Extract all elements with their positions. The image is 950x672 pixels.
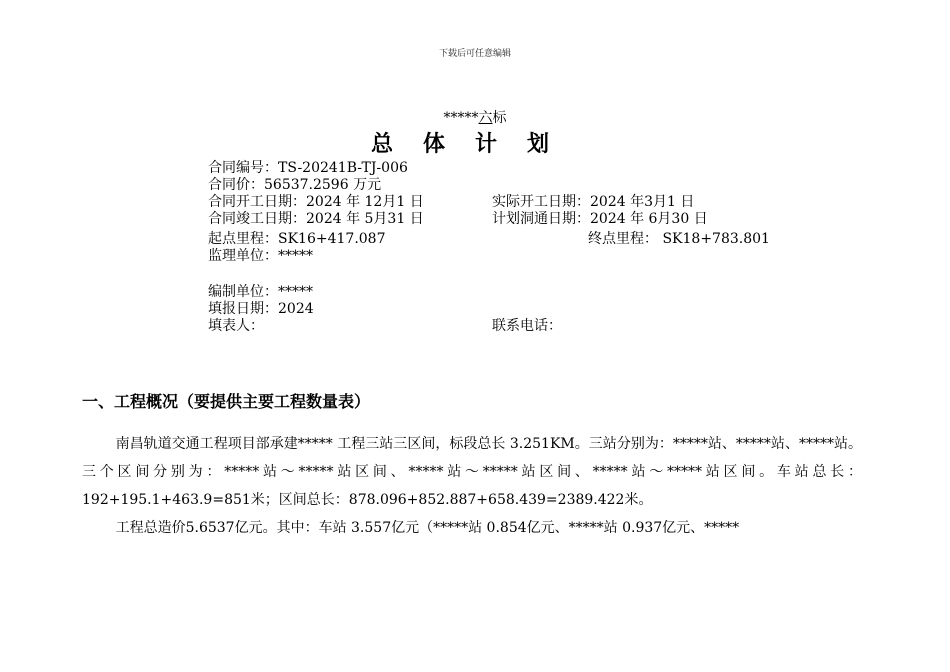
contract-end-date: 合同竣工日期：2024 年 5月31 日 bbox=[208, 211, 424, 227]
contract-start-date: 合同开工日期：2024 年 12月1 日 bbox=[208, 194, 424, 210]
report-date: 填报日期：2024 bbox=[208, 301, 314, 317]
filler: 填表人： bbox=[208, 318, 264, 334]
start-mileage: 起点里程：SK16+417.087 bbox=[208, 231, 386, 247]
contract-price: 合同价：56537.2596 万元 bbox=[208, 177, 382, 193]
section-suffix: 标 bbox=[492, 110, 507, 126]
compiler-unit: 编制单位：***** bbox=[208, 284, 313, 300]
document-title: 总体计划 bbox=[370, 132, 579, 157]
actual-start-date: 实际开工日期：2024 年3月1 日 bbox=[492, 194, 695, 210]
overview-paragraph-2: 工程总造价5.6537亿元。其中：车站 3.557亿元（*****站 0.854亿元、*****站 0.937亿元、***** bbox=[115, 520, 740, 536]
section-prefix: ***** bbox=[443, 110, 479, 126]
contact-phone: 联系电话： bbox=[492, 318, 562, 334]
end-mileage: 终点里程： SK18+783.801 bbox=[588, 231, 770, 247]
page-header-note: 下载后可任意编辑 bbox=[438, 49, 511, 59]
section-mark bbox=[0, 107, 950, 127]
overview-paragraph bbox=[82, 430, 862, 542]
planned-tunnel-date: 计划洞通日期：2024 年 6月30 日 bbox=[492, 211, 708, 227]
section-number: 六 bbox=[478, 110, 493, 126]
contract-number: 合同编号：TS-20241B-TJ-006 bbox=[208, 160, 408, 176]
supervisor-unit: 监理单位：***** bbox=[208, 248, 313, 264]
section-heading: 一、工程概况（要提供主要工程数量表） bbox=[82, 392, 371, 411]
overview-paragraph-1: 南昌轨道交通工程项目部承建***** 工程三站三区间，标段总长 3.251KM。三站分别为：*****站、*****站、*****站。三个区间分别为：*****站～*****站区间、*****站～*****站区间、*****站～*****站区间。车站总长：192+195.1+463.9=851米；区间总长：878.096+852.887+658.439=2389.422米。 bbox=[82, 436, 862, 508]
